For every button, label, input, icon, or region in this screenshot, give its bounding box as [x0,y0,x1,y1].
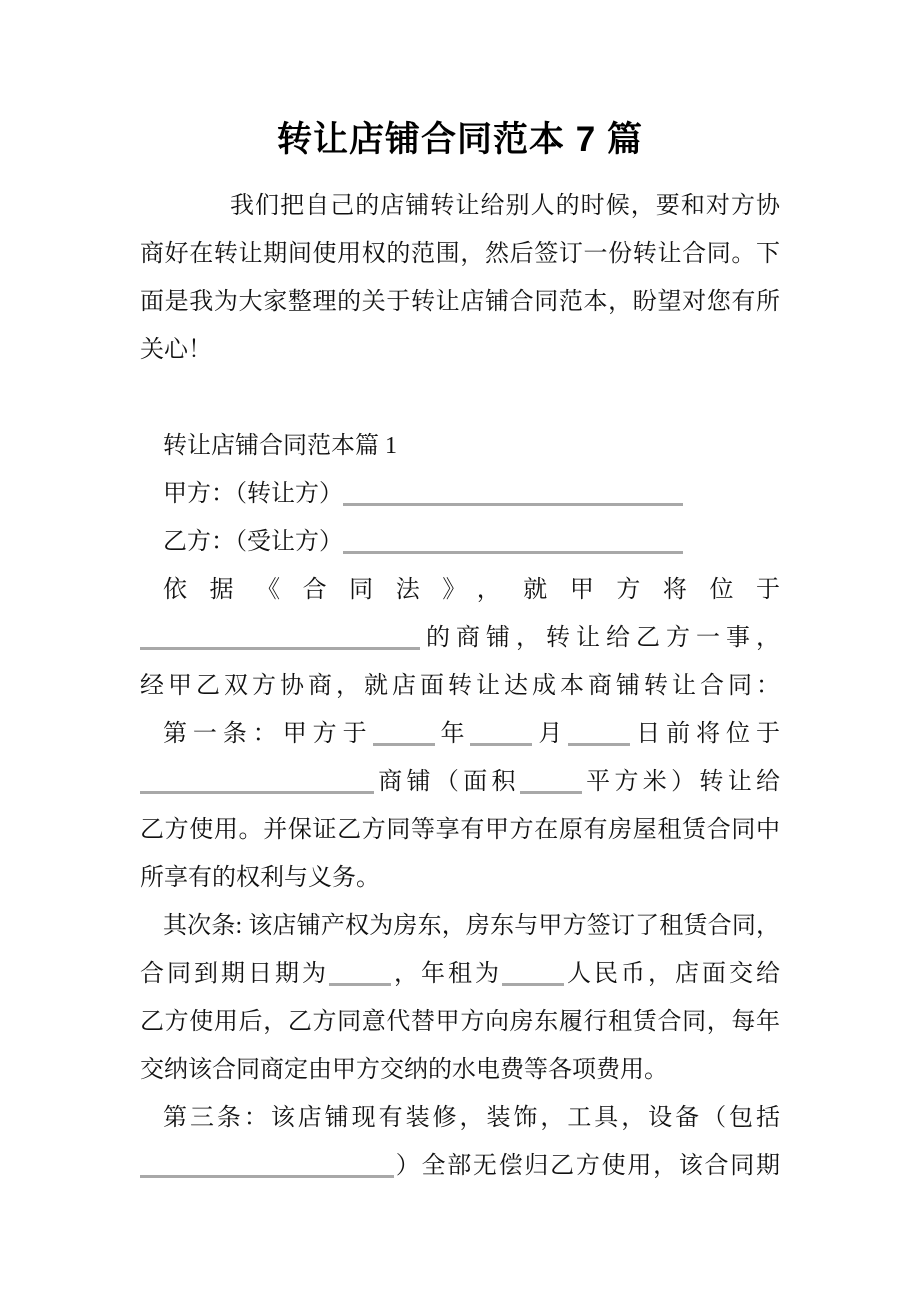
section-heading [140,422,780,470]
text-run: 平方米）转让给 [581,769,781,795]
text-run: 第三条：该店铺现有装修，装饰，工具，设备（包括 [163,1105,780,1131]
text-run: 依据《合同法》，就甲方将位于 [163,577,780,603]
article-2-line-1 [140,902,780,950]
text-run: 甲方：（转让方） [163,481,343,507]
text-run: ）全部无偿归乙方使用，该合同期 [394,1153,780,1179]
text-run: 乙方使用后，乙方同意代替甲方向房东履行租赁合同，每年 [140,1009,780,1035]
text-run: 人民币，店面交给 [564,961,780,987]
party-b-line [140,518,780,566]
article-2-line-2 [140,950,780,998]
party-a-line [140,470,780,518]
blank-underline [568,742,630,746]
blank-underline [343,502,683,506]
blank-underline [140,1174,394,1178]
location-line [140,614,780,662]
text-run: 交纳该合同商定由甲方交纳的水电费等各项费用。 [140,1057,668,1083]
text-run: 乙方：（受让方） [163,529,343,555]
text-run: 商好在转让期间使用权的范围，然后签订一份转让合同。下 [140,241,780,267]
document-body [140,182,780,1190]
blank-underline [140,646,420,650]
text-run: 的商铺，转让给乙方一事， [420,625,780,651]
text-run: 经甲乙双方协商，就店面转让达成本商铺转让合同： [140,673,780,699]
article-1-line-1 [140,710,780,758]
article-1-line-2 [140,758,780,806]
blank-line [140,374,780,422]
article-1-line-4 [140,854,780,902]
article-2-line-4 [140,1046,780,1094]
article-3-line-2 [140,1142,780,1190]
blank-underline [502,982,564,986]
intro-line-3 [140,278,780,326]
text-run: 面是我为大家整理的关于转让店铺合同范本，盼望对您有所 [140,289,780,315]
blank-underline [373,742,435,746]
article-2-line-3 [140,998,780,1046]
intro-line-2 [140,230,780,278]
text-run: 合同到期日期为 [140,961,329,987]
text-run: 商铺（面积 [374,769,520,795]
blank-underline [140,790,374,794]
text-run: 转让店铺合同范本篇 1 [163,433,397,459]
blank-underline [343,550,683,554]
blank-underline [520,790,582,794]
text-run: 年 [434,721,471,747]
intro-line-1 [140,182,780,230]
basis-line [140,566,780,614]
document-title: 转让店铺合同范本 7 篇 [277,120,643,159]
text-run: 我们把自己的店铺转让给别人的时候，要和对方协 [230,193,780,219]
text-run: 第一条：甲方于 [163,721,373,747]
blank-underline [329,982,391,986]
text-run: 月 [532,721,569,747]
text-run: 日前将位于 [630,721,780,747]
article-3-line-1 [140,1094,780,1142]
intro-line-4 [140,326,780,374]
text-run: 其次条: 该店铺产权为房东，房东与甲方签订了租赁合同， [163,913,780,939]
text-run: 乙方使用。并保证乙方同等享有甲方在原有房屋租赁合同中 [140,817,780,843]
text-run: ，年租为 [391,961,502,987]
text-run: 关心！ [140,337,212,363]
blank-underline [470,742,532,746]
article-1-line-3 [140,806,780,854]
agreement-line [140,662,780,710]
text-run: 所享有的权利与义务。 [140,865,380,891]
